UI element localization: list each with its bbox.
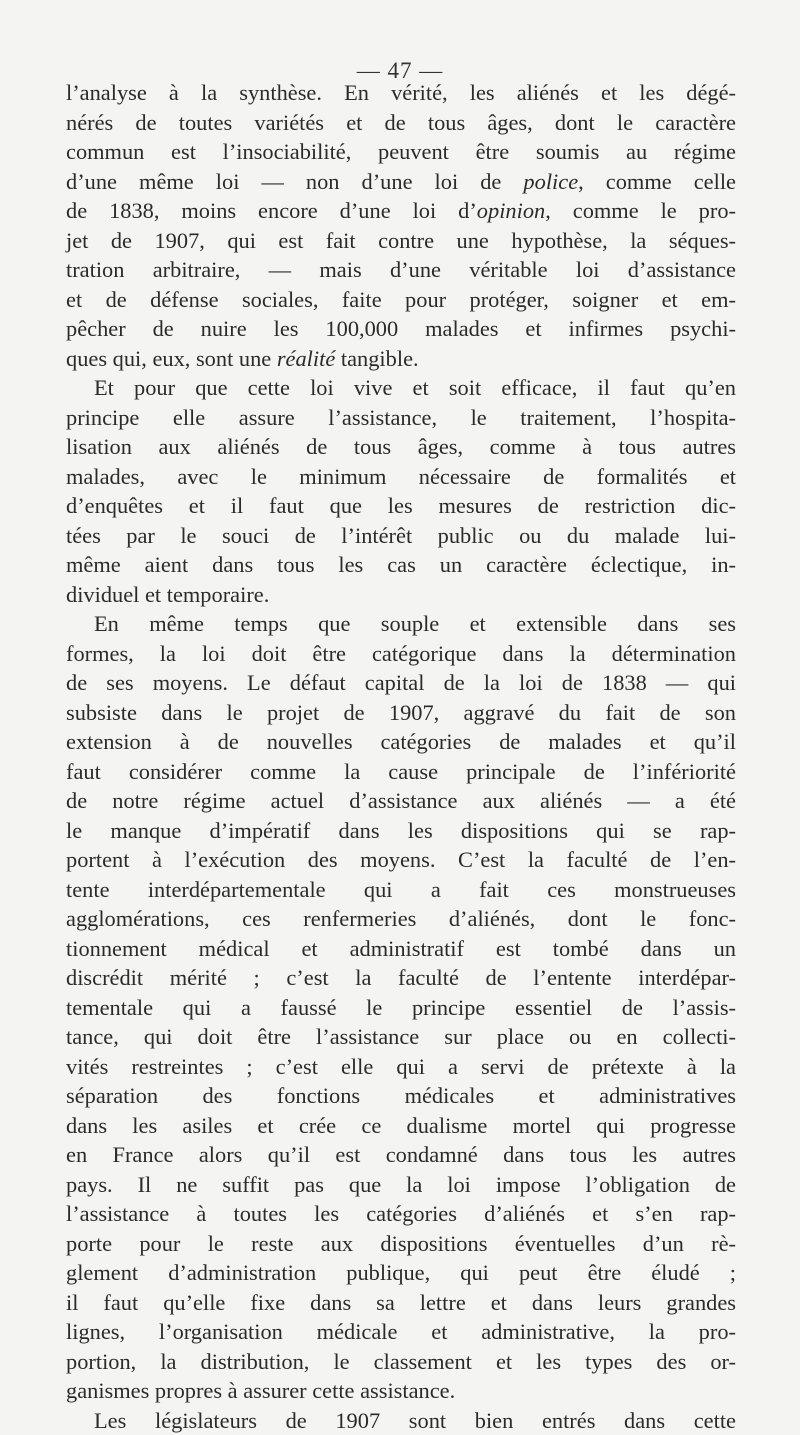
text-line: vités restreintes ; c’est elle qui a servi de prétexte à la — [66, 1052, 736, 1082]
text-segment: d’une même loi — non d’une loi de — [66, 169, 523, 194]
text-line: tente interdépartementale qui a fait ces monstrueuses — [66, 875, 736, 905]
text-line: principe elle assure l’assistance, le traitement, l’hospita- — [66, 403, 736, 433]
text-line: formes, la loi doit être catégorique dans la détermination — [66, 639, 736, 669]
text-segment: de 1838, moins encore d’une loi d’ — [66, 198, 477, 223]
text-line: l’assistance à toutes les catégories d’aliénés et s’en rap- — [66, 1199, 736, 1229]
text-line: d’enquêtes et il faut que les mesures de restriction dic- — [66, 491, 736, 521]
text-line — [66, 196, 736, 226]
text-line: de ses moyens. Le défaut capital de la loi de 1838 — qui — [66, 668, 736, 698]
text-line: et de défense sociales, faite pour protéger, soigner et em- — [66, 285, 736, 315]
text-segment: , comme celle — [578, 169, 736, 194]
text-line: lisation aux aliénés de tous âges, comme à tous autres — [66, 432, 736, 462]
text-segment: , comme le pro- — [545, 198, 736, 223]
text-line: porte pour le reste aux dispositions éventuelles d’un rè- — [66, 1229, 736, 1259]
text-line — [66, 344, 736, 374]
text-line: Et pour que cette loi vive et soit efficace, il faut qu’en — [66, 373, 736, 403]
text-segment: tangible. — [335, 346, 418, 371]
text-line: séparation des fonctions médicales et administratives — [66, 1081, 736, 1111]
text-line: nérés de toutes variétés et de tous âges, dont le caractère — [66, 108, 736, 138]
text-line: extension à de nouvelles catégories de malades et qu’il — [66, 727, 736, 757]
text-line: faut considérer comme la cause principale de l’infériorité — [66, 757, 736, 787]
text-line: tance, qui doit être l’assistance sur place ou en collecti- — [66, 1022, 736, 1052]
text-line: tionnement médical et administratif est tombé dans un — [66, 934, 736, 964]
text-line: portion, la distribution, le classement et les types des or- — [66, 1347, 736, 1377]
body-text — [66, 78, 736, 1435]
text-line: tées par le souci de l’intérêt public ou du malade lui- — [66, 521, 736, 551]
italic-term: police — [523, 169, 578, 194]
text-line: de notre régime actuel d’assistance aux aliénés — a été — [66, 786, 736, 816]
text-line: portent à l’exécution des moyens. C’est la faculté de l’en- — [66, 845, 736, 875]
text-line: glement d’administration publique, qui peut être éludé ; — [66, 1258, 736, 1288]
text-line: pêcher de nuire les 100,000 malades et infirmes psychi- — [66, 314, 736, 344]
text-line: il faut qu’elle fixe dans sa lettre et dans leurs grandes — [66, 1288, 736, 1318]
text-line: dividuel et temporaire. — [66, 580, 736, 610]
text-line: tementale qui a faussé le principe essentiel de l’assis- — [66, 993, 736, 1023]
text-line: agglomérations, ces renfermeries d’aliénés, dont le fonc- — [66, 904, 736, 934]
italic-term: réalité — [277, 346, 335, 371]
text-line: malades, avec le minimum nécessaire de formalités et — [66, 462, 736, 492]
text-line: jet de 1907, qui est fait contre une hypothèse, la séques- — [66, 226, 736, 256]
text-line: pays. Il ne suffit pas que la loi impose l’obligation de — [66, 1170, 736, 1200]
text-line: En même temps que souple et extensible dans ses — [66, 609, 736, 639]
text-line: l’analyse à la synthèse. En vérité, les aliénés et les dégé- — [66, 78, 736, 108]
text-line: ganismes propres à assurer cette assistance. — [66, 1376, 736, 1406]
page-number: — 47 — — [0, 58, 800, 84]
text-line: même aient dans tous les cas un caractère éclectique, in- — [66, 550, 736, 580]
text-line: en France alors qu’il est condamné dans tous les autres — [66, 1140, 736, 1170]
italic-term: opinion — [477, 198, 545, 223]
text-line — [66, 167, 736, 197]
text-line: le manque d’impératif dans les dispositions qui se rap- — [66, 816, 736, 846]
text-line: lignes, l’organisation médicale et administrative, la pro- — [66, 1317, 736, 1347]
text-line: commun est l’insociabilité, peuvent être soumis au régime — [66, 137, 736, 167]
text-segment: ques qui, eux, sont une — [66, 346, 277, 371]
text-line: discrédit mérité ; c’est la faculté de l’entente interdépar- — [66, 963, 736, 993]
text-line: Les législateurs de 1907 sont bien entrés dans cette — [66, 1406, 736, 1435]
text-line: tration arbitraire, — mais d’une véritable loi d’assistance — [66, 255, 736, 285]
text-line: subsiste dans le projet de 1907, aggravé du fait de son — [66, 698, 736, 728]
text-line: dans les asiles et crée ce dualisme mortel qui progresse — [66, 1111, 736, 1141]
